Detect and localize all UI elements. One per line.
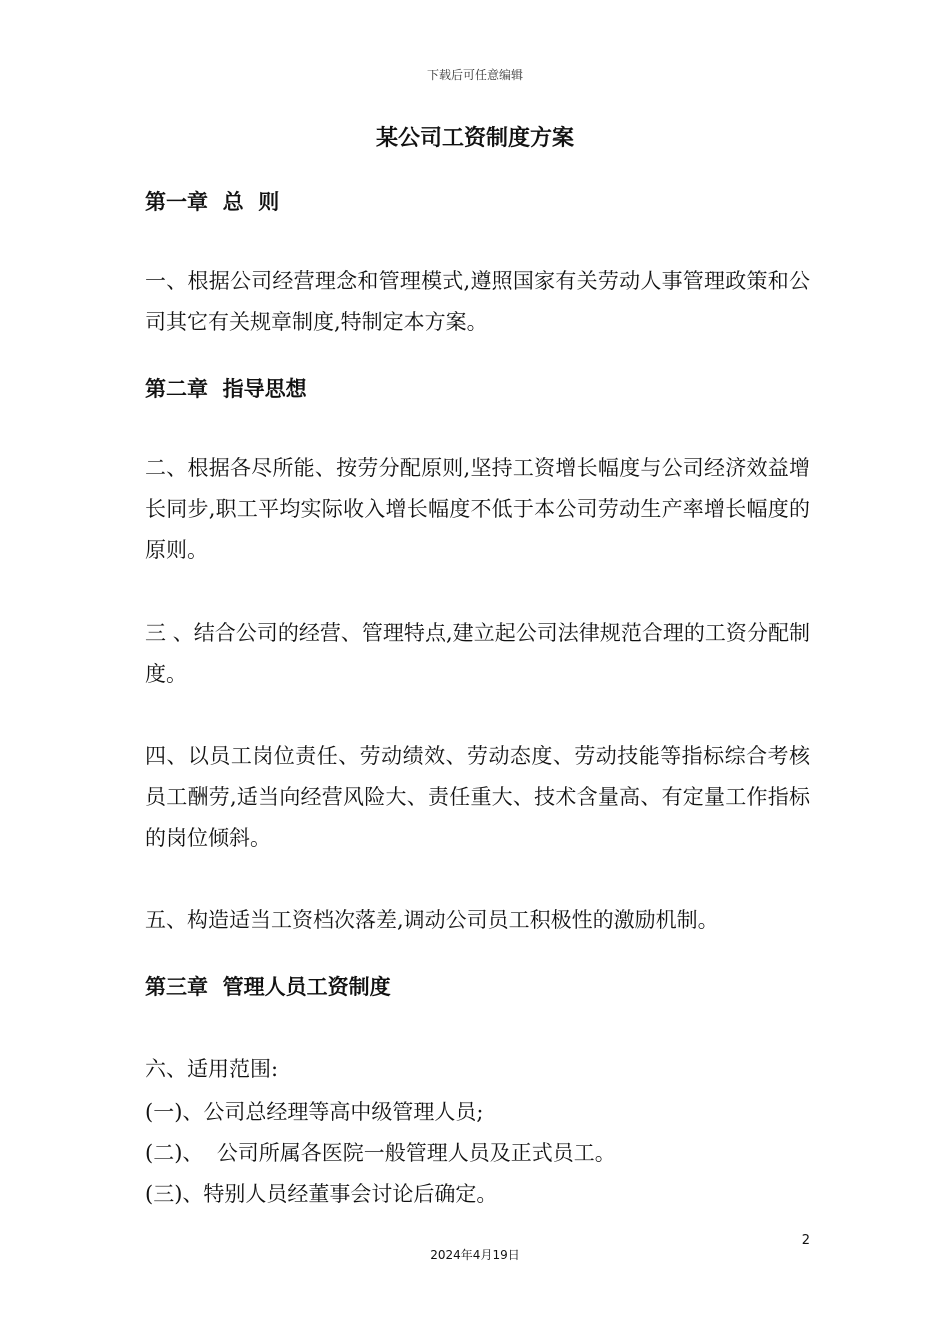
paragraph-4: 四、以员工岗位责任、劳动绩效、劳动态度、劳动技能等指标综合考核员工酬劳,适当向经营风险大、责任重大、技术含量高、有定量工作指标的岗位倾斜。 [145,744,810,850]
chapter-2-heading: 第二章 指导思想 [145,377,307,401]
scope-item-1: (一)、公司总经理等高中级管理人员; [145,1100,484,1124]
scope-item-3: (三)、特别人员经董事会讨论后确定。 [145,1182,498,1206]
scope-title: 六、适用范围: [145,1057,279,1081]
page-number: 2 [801,1233,810,1248]
paragraph-5: 五、构造适当工资档次落差,调动公司员工积极性的激励机制。 [145,908,719,932]
footer-date: 2024年4月19日 [430,1248,520,1262]
header-note: 下载后可任意编辑 [426,68,523,82]
scope-item-2: (二)、 公司所属各医院一般管理人员及正式员工。 [145,1141,616,1165]
document-title: 某公司工资制度方案 [375,126,574,151]
chapter-1-heading: 第一章 总 则 [145,190,280,214]
paragraph-3: 三 、结合公司的经营、管理特点,建立起公司法律规范合理的工资分配制度。 [145,621,810,686]
chapter-3-heading: 第三章 管理人员工资制度 [145,975,391,999]
paragraph-2: 二、根据各尽所能、按劳分配原则,坚持工资增长幅度与公司经济效益增长同步,职工平均实际收入增长幅度不低于本公司劳动生产率增长幅度的原则。 [145,456,810,562]
paragraph-1: 一、根据公司经营理念和管理模式,遵照国家有关劳动人事管理政策和公司其它有关规章制度,特制定本方案。 [145,269,810,334]
